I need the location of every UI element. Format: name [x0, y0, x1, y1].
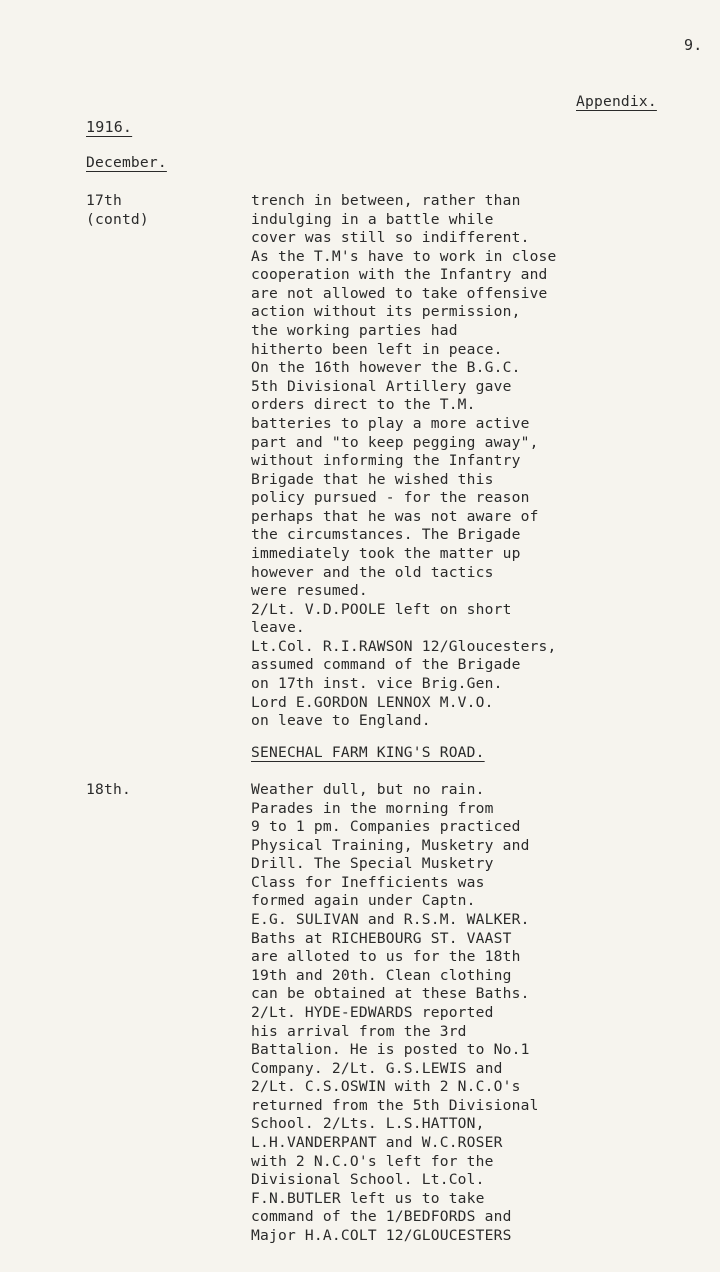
- entry-line: batteries to play a more active: [251, 414, 530, 432]
- entry-line: L.H.VANDERPANT and W.C.ROSER: [251, 1133, 503, 1151]
- entry-line: F.N.BUTLER left us to take: [251, 1189, 485, 1207]
- entry-line: action without its permission,: [251, 303, 521, 321]
- entry-line: Weather dull, but no rain.: [251, 781, 485, 798]
- entry-line: Major H.A.COLT 12/GLOUCESTERS: [251, 1226, 512, 1244]
- date-line: 17th: [86, 192, 122, 209]
- entry-line: his arrival from the 3rd: [251, 1022, 467, 1040]
- entry-line: without informing the Infantry: [251, 452, 521, 470]
- entry-text-18: [251, 781, 539, 1245]
- entry-line: Drill. The Special Musketry: [251, 855, 494, 873]
- entry-line: 19th and 20th. Clean clothing: [251, 966, 512, 984]
- entry-line: 5th Divisional Artillery gave: [251, 377, 512, 395]
- entry-line: are alloted to us for the 18th: [251, 948, 521, 966]
- entry-line: 9 to 1 pm. Companies practiced: [251, 818, 521, 836]
- entry-line: On the 16th however the B.G.C.: [251, 359, 521, 377]
- entry-line: the working parties had: [251, 322, 458, 340]
- entry-line: command of the 1/BEDFORDS and: [251, 1208, 512, 1226]
- entry-line: hitherto been left in peace.: [251, 340, 503, 358]
- entry-line: indulging in a battle while: [251, 210, 494, 228]
- entry-line: on 17th inst. vice Brig.Gen.: [251, 675, 503, 693]
- entry-line: orders direct to the T.M.: [251, 396, 476, 414]
- entry-line: School. 2/Lts. L.S.HATTON,: [251, 1115, 485, 1133]
- entry-line: Brigade that he wished this: [251, 470, 494, 488]
- entry-line: were resumed.: [251, 582, 368, 600]
- entry-line: the circumstances. The Brigade: [251, 526, 521, 544]
- entry-line: Physical Training, Musketry and: [251, 836, 530, 854]
- entry-line: Battalion. He is posted to No.1: [251, 1041, 530, 1059]
- entry-line: E.G. SULIVAN and R.S.M. WALKER.: [251, 911, 530, 929]
- entry-text-17: [251, 192, 557, 731]
- entry-line: assumed command of the Brigade: [251, 656, 521, 674]
- entry-line: Company. 2/Lt. G.S.LEWIS and: [251, 1059, 503, 1077]
- entry-line: 2/Lt. V.D.POOLE left on short: [251, 600, 512, 618]
- appendix-heading: Appendix.: [576, 93, 657, 110]
- entry-line: cooperation with the Infantry and: [251, 266, 548, 284]
- entry-line: are not allowed to take offensive: [251, 284, 548, 302]
- entry-line: returned from the 5th Divisional: [251, 1096, 539, 1114]
- entry-line: As the T.M's have to work in close: [251, 247, 557, 265]
- entry-line: leave.: [251, 619, 305, 637]
- page-number: 9.: [684, 36, 703, 54]
- entry-line: on leave to England.: [251, 712, 431, 730]
- entry-line: with 2 N.C.O's left for the: [251, 1152, 494, 1170]
- entry-line: 2/Lt. C.S.OSWIN with 2 N.C.O's: [251, 1078, 521, 1096]
- entry-line: can be obtained at these Baths.: [251, 985, 530, 1003]
- location-heading: SENECHAL FARM KING'S ROAD.: [251, 744, 485, 761]
- entry-line: Class for Inefficients was: [251, 873, 485, 891]
- entry-line: part and "to keep pegging away",: [251, 433, 539, 451]
- date-line: (contd): [86, 210, 149, 228]
- entry-line: Lt.Col. R.I.RAWSON 12/Gloucesters,: [251, 637, 557, 655]
- entry-line: Lord E.GORDON LENNOX M.V.O.: [251, 693, 494, 711]
- entry-line: however and the old tactics: [251, 563, 494, 581]
- entry-date-17: [86, 192, 149, 229]
- entry-line: policy pursued - for the reason: [251, 489, 530, 507]
- entry-date-18: 18th.: [86, 781, 131, 798]
- entry-line: Baths at RICHEBOURG ST. VAAST: [251, 929, 512, 947]
- entry-line: cover was still so indifferent.: [251, 229, 530, 247]
- entry-line: perhaps that he was not aware of: [251, 507, 539, 525]
- entry-line: Divisional School. Lt.Col.: [251, 1171, 485, 1189]
- entry-line: Parades in the morning from: [251, 799, 494, 817]
- year-heading: 1916.: [86, 118, 133, 136]
- month-heading: December.: [86, 154, 167, 171]
- entry-line: formed again under Captn.: [251, 892, 476, 910]
- entry-line: 2/Lt. HYDE-EDWARDS reported: [251, 1003, 494, 1021]
- entry-line: trench in between, rather than: [251, 192, 521, 209]
- entry-line: immediately took the matter up: [251, 544, 521, 562]
